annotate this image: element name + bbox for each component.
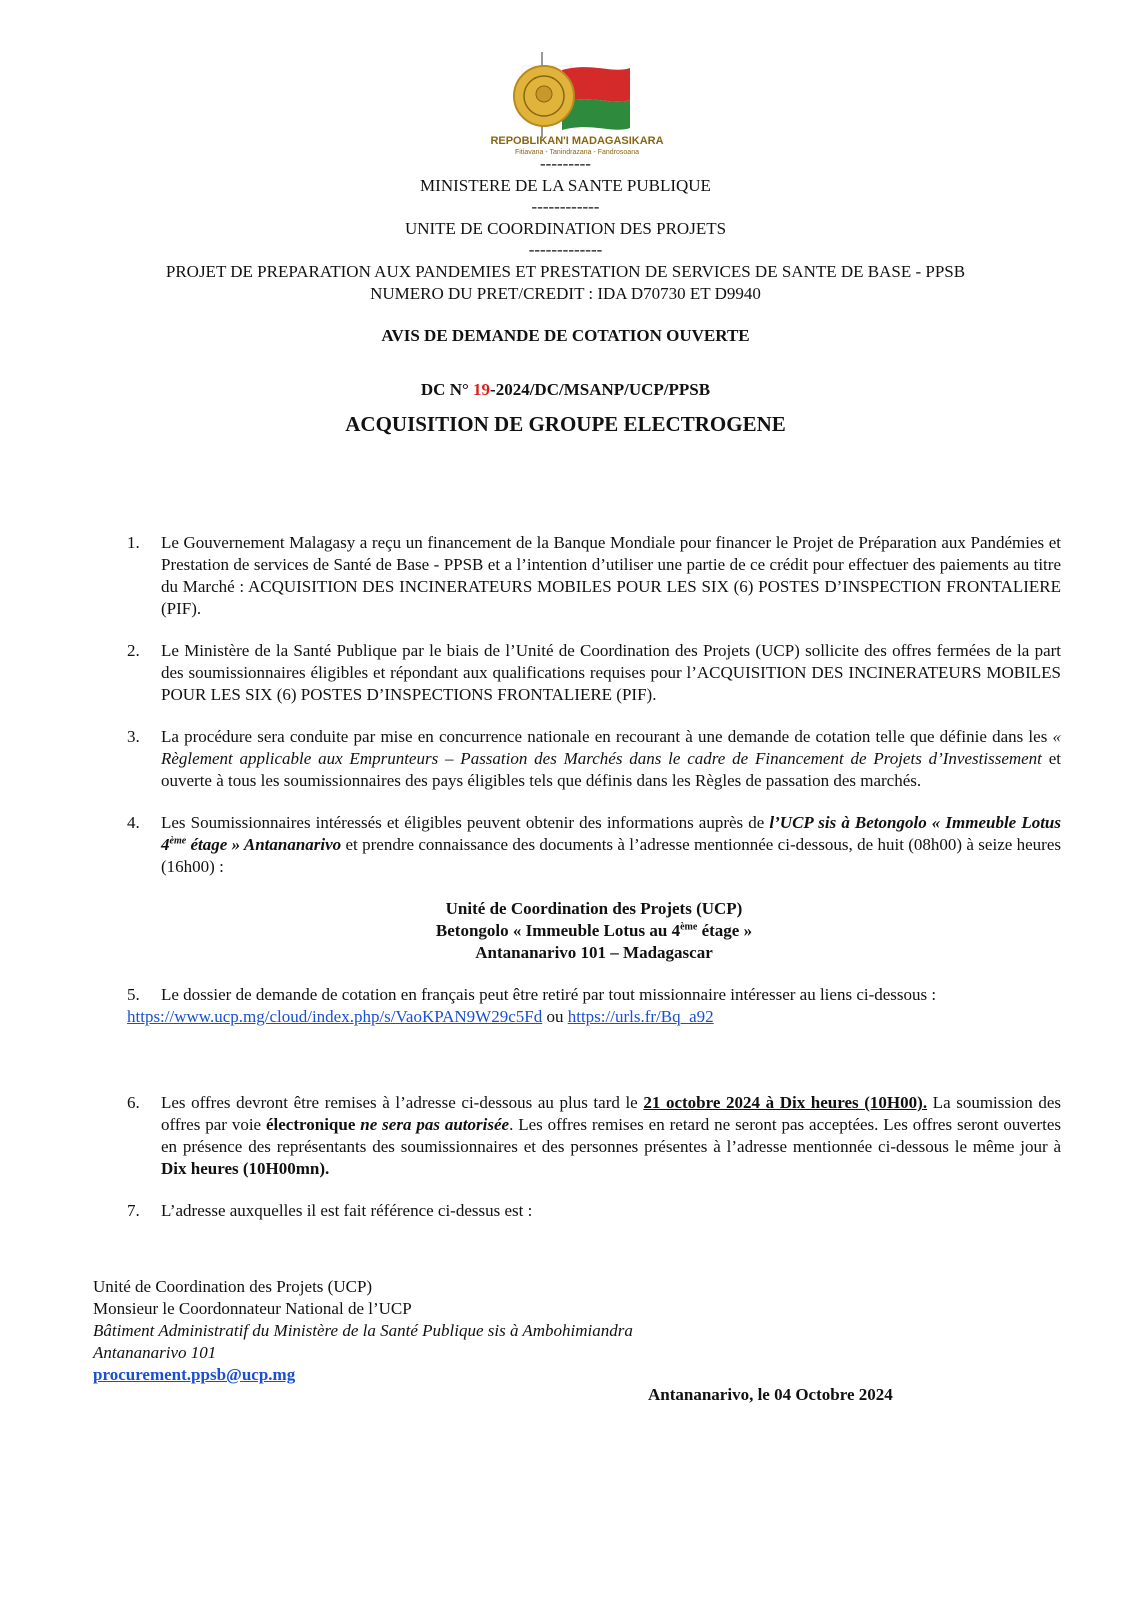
item-number: 5. bbox=[127, 985, 140, 1004]
separator-2: ------------ bbox=[531, 197, 600, 216]
signature-date: Antananarivo, le 04 Octobre 2024 bbox=[648, 1385, 893, 1404]
opening-time: Dix heures (10H00mn). bbox=[161, 1159, 330, 1178]
item-text-part: La procédure sera conduite par mise en concurrence nationale en recourant à une demande de cotation telle que définie dans les bbox=[161, 727, 1053, 746]
address-line-2-a: Betongolo « Immeuble Lotus au 4 bbox=[435, 921, 681, 940]
item-number: 4. bbox=[127, 813, 140, 832]
dc-reference bbox=[0, 380, 1131, 400]
dc-number: 19 bbox=[473, 380, 491, 399]
item-number: 1. bbox=[127, 533, 140, 552]
list-item bbox=[127, 984, 1061, 1028]
madagascar-emblem-logo bbox=[462, 48, 692, 158]
emblem-title: REPOBLIKAN'I MADAGASIKARA bbox=[490, 135, 664, 147]
unit-name: UNITE DE COORDINATION DES PROJETS bbox=[404, 219, 727, 238]
list-item bbox=[127, 812, 1061, 878]
emblem-motto: Fitiavana - Tanindrazana - Fandrosoana bbox=[514, 149, 640, 156]
address-line-2-b: étage » bbox=[697, 921, 753, 940]
item-text-part: Les offres devront être remises à l’adresse ci-dessous au plus tard le bbox=[161, 1093, 644, 1112]
list-item bbox=[127, 1092, 1061, 1180]
item-text-part: . Les offres remises en retard ne seront pas acceptées. Les offres seront ouvertes en présence des représentants des soumissionnaires et des personnes présentes à l’adresse mentionnée ci-dessous le même jour à bbox=[161, 1115, 1061, 1156]
dc-prefix: DC N° bbox=[420, 380, 474, 399]
ordinal-suffix: ème bbox=[680, 921, 698, 933]
ucp-location-end: étage » Antananarivo bbox=[186, 835, 342, 854]
ordinal-suffix: ème bbox=[169, 835, 187, 847]
item-text bbox=[161, 726, 1061, 792]
list-item bbox=[127, 640, 1061, 706]
item-text: L’adresse auxquelles il est fait référence ci-dessus est : bbox=[161, 1201, 533, 1220]
footer-address bbox=[93, 1276, 633, 1386]
item-text bbox=[161, 812, 1061, 878]
address-line-2 bbox=[127, 920, 1061, 942]
ministry-name: MINISTERE DE LA SANTE PUBLIQUE bbox=[420, 176, 711, 195]
ucp-location: l’UCP sis à Betongolo « Immeuble Lotus 4 bbox=[161, 813, 1061, 854]
notice-items bbox=[127, 532, 1061, 1222]
notice-title: AVIS DE DEMANDE DE COTATION OUVERTE bbox=[381, 326, 750, 345]
item-text: Le Gouvernement Malagasy a reçu un financement de la Banque Mondiale pour financer le Projet de Préparation aux Pandémies et Prestation de services de Santé de Base - PPSB et a l’intention d’utiliser une partie de ce crédit pour effectuer des paiements au titre du Marché : ACQUISITION DES INCINERATEURS MOBILES POUR LES SIX (6) POSTES D’INSPECTION FRONTALIERE (PIF). bbox=[161, 533, 1061, 618]
dc-suffix: -2024/DC/MSANP/UCP/PPSB bbox=[490, 380, 711, 399]
footer-line-4: Antananarivo 101 bbox=[93, 1343, 217, 1362]
link-separator: ou bbox=[542, 1007, 568, 1026]
project-name: PROJET DE PREPARATION AUX PANDEMIES ET PRESTATION DE SERVICES DE SANTE DE BASE - PPSB bbox=[165, 262, 966, 281]
regulation-title: « Règlement applicable aux Emprunteurs – Passation des Marchés dans le cadre de Financement de Projets d’Investissement bbox=[161, 727, 1061, 768]
item-text-part: La soumission des offres par voie bbox=[161, 1093, 1061, 1134]
address-line-3: Antananarivo 101 – Madagascar bbox=[475, 943, 713, 962]
electronic-word: électronique bbox=[265, 1115, 356, 1134]
address-block bbox=[127, 898, 1061, 964]
footer-line-3: Bâtiment Administratif du Ministère de la Santé Publique sis à Ambohimiandra bbox=[93, 1321, 633, 1340]
download-link-short[interactable]: https://urls.fr/Bq_a92 bbox=[567, 1007, 714, 1026]
item-number: 2. bbox=[127, 641, 140, 660]
item-number: 7. bbox=[127, 1201, 140, 1220]
loan-number: NUMERO DU PRET/CREDIT : IDA D70730 ET D9940 bbox=[370, 284, 761, 303]
list-item bbox=[127, 726, 1061, 792]
download-link-primary[interactable]: https://www.ucp.mg/cloud/index.php/s/VaoKPAN9W29c5Fd bbox=[127, 1007, 543, 1026]
item-text-part: et ouverte à tous les soumissionnaires des pays éligibles tels que définis dans les Règles de passation des marchés. bbox=[161, 749, 1061, 790]
address-line-1: Unité de Coordination des Projets (UCP) bbox=[445, 899, 743, 918]
item-number: 3. bbox=[127, 727, 140, 746]
download-links bbox=[127, 1006, 1061, 1028]
contact-email-link[interactable]: procurement.ppsb@ucp.mg bbox=[93, 1365, 296, 1384]
item-number: 6. bbox=[127, 1093, 140, 1112]
separator-3: ------------- bbox=[528, 240, 603, 259]
item-text-part: Les Soumissionnaires intéressés et éligibles peuvent obtenir des informations auprès de bbox=[161, 813, 770, 832]
footer-line-1: Unité de Coordination des Projets (UCP) bbox=[93, 1277, 373, 1296]
deadline-date: 21 octobre 2024 à Dix heures (10H00). bbox=[643, 1093, 928, 1112]
separator-1: --------- bbox=[540, 154, 591, 173]
list-item bbox=[127, 1200, 1061, 1222]
item-text-part: et prendre connaissance des documents à l’adresse mentionnée ci-dessous, de huit (08h00) à seize heures (16h00) : bbox=[161, 835, 1061, 876]
item-text: Le Ministère de la Santé Publique par le biais de l’Unité de Coordination des Projets (UCP) sollicite des offres fermées de la part des soumissionnaires éligibles et répondant aux qualifications requises pour l’ACQUISITION DES INCINERATEURS MOBILES POUR LES SIX (6) POSTES D’INSPECTIONS FRONTALIERE (PIF). bbox=[161, 641, 1061, 704]
item-text bbox=[161, 1092, 1061, 1180]
list-item bbox=[127, 532, 1061, 620]
subject-title: ACQUISITION DE GROUPE ELECTROGENE bbox=[345, 412, 786, 436]
not-authorized-text: ne sera pas autorisée bbox=[355, 1115, 510, 1134]
footer-line-2: Monsieur le Coordonnateur National de l’UCP bbox=[93, 1299, 412, 1318]
item-text: Le dossier de demande de cotation en français peut être retiré par tout missionnaire intéresser au liens ci-dessous : bbox=[161, 985, 937, 1004]
